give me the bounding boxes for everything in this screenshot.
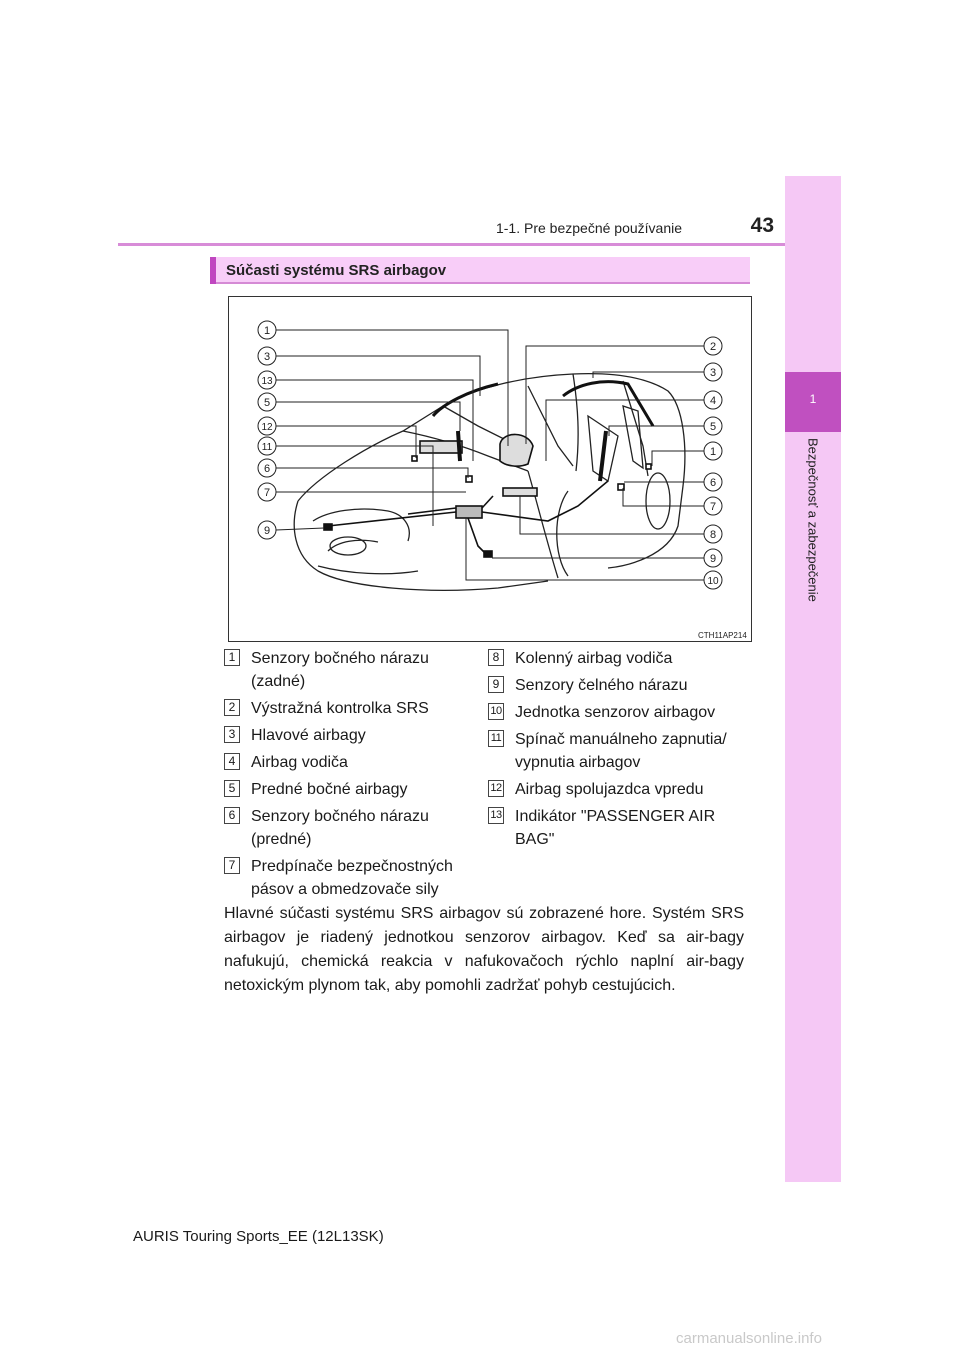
legend-item <box>224 724 464 747</box>
legend-text: Výstražná kontrolka SRS <box>251 700 429 717</box>
callout-marker <box>258 483 276 501</box>
legend-number: 3 <box>224 726 240 743</box>
callout-label: 11 <box>261 442 273 453</box>
callout-marker <box>704 417 722 435</box>
watermark: carmanualsonline.info <box>676 1330 822 1347</box>
legend-item <box>224 778 464 801</box>
legend-item <box>224 647 464 693</box>
legend-number: 13 <box>488 807 504 824</box>
legend-number: 10 <box>488 703 504 720</box>
callout-label: 10 <box>707 576 719 587</box>
legend-number: 11 <box>488 730 504 747</box>
callout-label: 9 <box>263 525 271 537</box>
legend-text: Hlavové airbagy <box>251 727 366 744</box>
callout-marker <box>704 549 722 567</box>
callout-label: 5 <box>263 397 271 409</box>
callout-marker <box>258 437 276 455</box>
leader-lines <box>276 330 704 580</box>
page-number: 43 <box>750 214 774 237</box>
callout-marker <box>704 337 722 355</box>
figure-code: CTH11AP214 <box>698 631 747 640</box>
legend-text: Senzory bočného nárazu (zadné) <box>251 650 429 690</box>
callout-marker <box>258 417 276 435</box>
legend-text: Jednotka senzorov airbagov <box>515 704 716 721</box>
callout-label: 6 <box>709 477 717 489</box>
callout-label: 2 <box>709 341 717 353</box>
footer-model: AURIS Touring Sports_EE (12L13SK) <box>133 1228 384 1245</box>
callout-label: 12 <box>261 422 273 433</box>
callouts-right <box>704 337 722 589</box>
legend-number: 8 <box>488 649 504 666</box>
legend-item <box>488 778 743 801</box>
legend-number: 6 <box>224 807 240 824</box>
callout-marker <box>704 363 722 381</box>
callout-label: 1 <box>709 446 717 458</box>
callout-marker <box>258 459 276 477</box>
callout-marker <box>258 393 276 411</box>
legend-text: Senzory bočného nárazu (predné) <box>251 808 429 848</box>
callout-marker <box>704 525 722 543</box>
airbag-components-diagram <box>228 296 752 642</box>
callout-label: 7 <box>709 501 717 513</box>
callout-label: 3 <box>709 367 717 379</box>
legend-text: Kolenný airbag vodiča <box>515 650 673 667</box>
legend-item <box>224 751 464 774</box>
section-bar-accent <box>210 257 216 284</box>
callout-label: 3 <box>263 351 271 363</box>
legend-item <box>224 855 464 901</box>
callout-marker <box>704 442 722 460</box>
legend-item <box>488 728 743 774</box>
legend-item <box>488 805 743 851</box>
legend-text: Airbag vodiča <box>251 754 348 771</box>
legend-text: Predpínače bezpečnostných pásov a obmedzovače sily <box>251 858 453 898</box>
legend-text: Indikátor "PASSENGER AIR BAG" <box>515 808 716 848</box>
legend-right <box>488 647 743 855</box>
section-title: Súčasti systému SRS airbagov <box>226 262 447 279</box>
legend-item <box>224 805 464 851</box>
legend-item <box>224 697 464 720</box>
callout-marker <box>258 371 276 389</box>
legend-text: Spínač manuálneho zapnutia/ vypnutia airbagov <box>515 731 727 771</box>
side-tab-strip <box>785 176 841 1182</box>
callout-label: 6 <box>263 463 271 475</box>
body-paragraph: Hlavné súčasti systému SRS airbagov sú zobrazené hore. Systém SRS airbagov je riadený jednotkou senzorov airbagov. Keď sa air-bagy nafukujú, chemická reakcia v nafukovačoch rýchlo naplní air-bagy netoxickým plynom tak, aby pomohli zadržať pohyb cestujúcich. <box>224 905 744 994</box>
legend-number: 12 <box>488 780 504 797</box>
legend-number: 1 <box>224 649 240 666</box>
airbag-components <box>324 382 653 557</box>
callout-label: 7 <box>263 487 271 499</box>
legend-left <box>224 647 464 905</box>
callout-marker <box>704 497 722 515</box>
callout-label: 1 <box>263 325 271 337</box>
legend-item <box>488 674 743 697</box>
callout-label: 5 <box>709 421 717 433</box>
legend-number: 4 <box>224 753 240 770</box>
legend-number: 7 <box>224 857 240 874</box>
callout-marker <box>258 321 276 339</box>
side-tab-number: 1 <box>809 392 817 406</box>
legend-text: Senzory čelného nárazu <box>515 677 688 694</box>
callout-label: 4 <box>709 395 717 407</box>
header-rule <box>118 243 785 246</box>
callouts-left <box>258 321 276 539</box>
legend-item <box>488 701 743 724</box>
legend-item <box>488 647 743 670</box>
callout-marker <box>258 347 276 365</box>
side-tab-label: Bezpečnosť a zabezpečenie <box>805 438 821 602</box>
legend-number: 5 <box>224 780 240 797</box>
callout-marker <box>258 521 276 539</box>
legend-text: Predné bočné airbagy <box>251 781 408 798</box>
legend-number: 2 <box>224 699 240 716</box>
legend-number: 9 <box>488 676 504 693</box>
callout-label: 13 <box>261 376 273 387</box>
chapter-title: 1-1. Pre bezpečné používanie <box>495 220 682 236</box>
callout-marker <box>704 391 722 409</box>
callout-label: 8 <box>709 529 717 541</box>
legend-text: Airbag spolujazdca vpredu <box>515 781 704 798</box>
callout-label: 9 <box>709 553 717 565</box>
callout-marker <box>704 571 722 589</box>
callout-marker <box>704 473 722 491</box>
